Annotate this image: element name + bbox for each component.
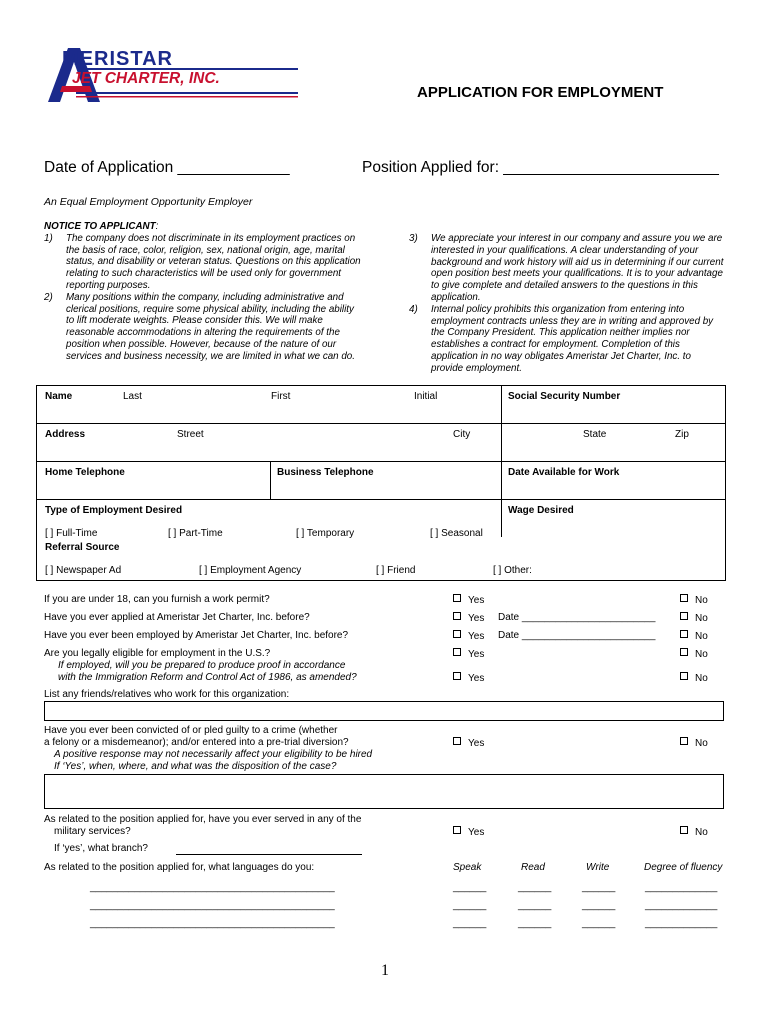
question-crime-1: Have you ever been convicted of or pled guilty to a crime (whether — [44, 725, 338, 736]
date-available-field[interactable]: Date Available for Work — [508, 467, 620, 478]
no-option[interactable]: No — [680, 672, 708, 684]
business-telephone-field[interactable]: Business Telephone — [277, 467, 374, 478]
fluency-header: Degree of fluency — [644, 862, 723, 873]
last-name-field[interactable]: Last — [123, 391, 142, 402]
checkbox-icon — [453, 612, 461, 620]
question-crime-3: A positive response may not necessarily affect your eligibility to be hired — [54, 749, 373, 760]
first-name-field[interactable]: First — [271, 391, 291, 402]
zip-field[interactable]: Zip — [675, 429, 689, 440]
checkbox-icon — [680, 648, 688, 656]
notice-item: 4) Internal policy prohibits this organization from entering into employment contracts unless they are in writing and approved by the Company President. This application neither implies nor establishes a contract for employment. Completion of this application in no way obligates Ameristar Jet Charter, Inc. to provide employment. — [409, 303, 714, 374]
yes-option[interactable]: Yes — [453, 612, 484, 624]
checkbox-icon — [453, 826, 461, 834]
other-checkbox[interactable]: [ ] Other: — [493, 565, 532, 576]
checkbox-icon — [680, 594, 688, 602]
initial-field[interactable]: Initial — [414, 391, 438, 402]
ssn-field[interactable]: Social Security Number — [508, 391, 621, 402]
no-option[interactable]: No — [680, 612, 708, 624]
wage-desired-field[interactable]: Wage Desired — [508, 505, 574, 516]
type-employment-label: Type of Employment Desired — [45, 505, 183, 516]
checkbox-icon — [680, 612, 688, 620]
applicant-info-grid — [36, 385, 726, 581]
write-header: Write — [586, 862, 610, 873]
eligible-subtext-2: with the Immigration Reform and Control Act of 1986, as amended? — [58, 672, 357, 683]
checkbox-icon — [680, 826, 688, 834]
checkbox-icon — [680, 630, 688, 638]
speak-field[interactable]: ______ — [453, 900, 487, 911]
question-military-2: military services? — [54, 826, 131, 837]
read-field[interactable]: ______ — [518, 900, 552, 911]
page-number: 1 — [381, 962, 389, 979]
question-employed-before: Have you ever been employed by Ameristar Jet Charter, Inc. before? — [44, 630, 349, 641]
position-applied-field[interactable]: Position Applied for: _________________________ — [362, 159, 719, 176]
logo-text-line2: JET CHARTER, INC. — [72, 70, 220, 87]
yes-option[interactable]: Yes — [453, 737, 484, 749]
notice-left: NOTICE TO APPLICANT: 1) The company does not discriminate in its employment practices on the basis of race, color, religion, sex, national origin, age, marital status, and disability or veteran status. Questions on this application relating to such characteristics will be used only for government reporting purposes. 2) Many positions within the company, including administrative and clerical positions, require some physical ability, including the ability to lift moderate weights. Please consider this. We will make reasonable accommodations in altering the requirements of the position when possible. However, because of the nature of our services and business necessity, we are limited in what we can do. — [44, 221, 361, 362]
full-time-checkbox[interactable]: [ ] Full-Time — [45, 528, 98, 539]
speak-field[interactable]: ______ — [453, 882, 487, 893]
read-field[interactable]: ______ — [518, 918, 552, 929]
write-field[interactable]: ______ — [582, 918, 616, 929]
temporary-checkbox[interactable]: [ ] Temporary — [296, 528, 355, 539]
date-field[interactable]: Date ________________________ — [498, 612, 656, 623]
newspaper-ad-checkbox[interactable]: [ ] Newspaper Ad — [45, 565, 122, 576]
checkbox-icon — [680, 672, 688, 680]
name-label: Name — [45, 391, 73, 402]
no-option[interactable]: No — [680, 648, 708, 660]
question-applied-before: Have you ever applied at Ameristar Jet Charter, Inc. before? — [44, 612, 310, 623]
fluency-field[interactable]: _____________ — [645, 882, 718, 893]
notice-heading: NOTICE TO APPLICANT — [44, 221, 156, 232]
address-label: Address — [45, 429, 86, 440]
no-option[interactable]: No — [680, 826, 708, 838]
language-name-field[interactable]: ____________________________________________ — [90, 918, 335, 929]
logo-text-line1: MERISTAR — [62, 48, 173, 70]
question-crime-2: a felony or a misdemeanor); and/or entered into a pre-trial diversion? — [44, 737, 349, 748]
date-field[interactable]: Date ________________________ — [498, 630, 656, 641]
yes-option[interactable]: Yes — [453, 648, 484, 660]
yes-option[interactable]: Yes — [453, 826, 484, 838]
read-field[interactable]: ______ — [518, 882, 552, 893]
page-title: APPLICATION FOR EMPLOYMENT — [417, 84, 664, 101]
friend-checkbox[interactable]: [ ] Friend — [376, 565, 416, 576]
city-field[interactable]: City — [453, 429, 471, 440]
notice-item: 3) We appreciate your interest in our company and assure you we are interested in your qualifications. A clear understanding of your background and work history will aid us in determining if our current open position best meets your qualifications. It is to your advantage to give complete and detailed answers to the questions in this application. — [409, 233, 724, 303]
street-field[interactable]: Street — [177, 429, 204, 440]
referral-source-label: Referral Source — [45, 542, 120, 553]
notice-item: 1) The company does not discriminate in its employment practices on the basis of race, color, religion, sex, national origin, age, marital status, and disability or veteran status. Questions on this application relating to such characteristics will be used only for government reporting purposes. — [44, 232, 361, 291]
write-field[interactable]: ______ — [582, 882, 616, 893]
checkbox-icon — [680, 737, 688, 745]
yes-option[interactable]: Yes — [453, 672, 484, 684]
speak-field[interactable]: ______ — [453, 918, 487, 929]
yes-option[interactable]: Yes — [453, 594, 484, 606]
question-military-1: As related to the position applied for, have you ever served in any of the — [44, 814, 362, 825]
read-header: Read — [521, 862, 545, 873]
checkbox-icon — [453, 630, 461, 638]
no-option[interactable]: No — [680, 737, 708, 749]
branch-label: If ‘yes’, what branch? — [54, 843, 148, 854]
checkbox-icon — [453, 672, 461, 680]
eligible-subtext-1: If employed, will you be prepared to produce proof in accordance — [58, 660, 346, 671]
language-name-field[interactable]: ____________________________________________ — [90, 900, 335, 911]
no-option[interactable]: No — [680, 630, 708, 642]
question-crime-4: If ‘Yes’, when, where, and what was the disposition of the case? — [54, 761, 337, 772]
crime-details-input[interactable] — [44, 774, 724, 809]
employment-agency-checkbox[interactable]: [ ] Employment Agency — [199, 565, 302, 576]
fluency-field[interactable]: _____________ — [645, 900, 718, 911]
checkbox-icon — [453, 594, 461, 602]
write-field[interactable]: ______ — [582, 900, 616, 911]
yes-option[interactable]: Yes — [453, 630, 484, 642]
state-field[interactable]: State — [583, 429, 607, 440]
branch-input[interactable] — [176, 854, 362, 855]
checkbox-icon — [453, 737, 461, 745]
date-of-application-field[interactable]: Date of Application _____________ — [44, 159, 290, 176]
language-name-field[interactable]: ____________________________________________ — [90, 882, 335, 893]
friends-relatives-label: List any friends/relatives who work for this organization: — [44, 689, 290, 700]
friends-relatives-input[interactable] — [44, 701, 724, 721]
languages-label: As related to the position applied for, what languages do you: — [44, 862, 315, 873]
notice-right — [409, 233, 724, 375]
question-under-18: If you are under 18, can you furnish a work permit? — [44, 594, 270, 605]
home-telephone-field[interactable]: Home Telephone — [45, 467, 125, 478]
checkbox-icon — [453, 648, 461, 656]
fluency-field[interactable]: _____________ — [645, 918, 718, 929]
part-time-checkbox[interactable]: [ ] Part-Time — [168, 528, 223, 539]
no-option[interactable]: No — [680, 594, 708, 606]
notice-item: 2) Many positions within the company, including administrative and clerical positions, require some physical ability, including the ability to lift moderate weights. Please consider this. We will make reasonable accommodations in altering the requirements of the position when possible. However, because of the nature of our services and business necessity, we are limited in what we can do. — [44, 291, 355, 362]
speak-header: Speak — [453, 862, 482, 873]
seasonal-checkbox[interactable]: [ ] Seasonal — [430, 528, 483, 539]
question-eligible: Are you legally eligible for employment in the U.S.? — [44, 648, 271, 659]
eeo-statement: An Equal Employment Opportunity Employer — [44, 196, 253, 208]
